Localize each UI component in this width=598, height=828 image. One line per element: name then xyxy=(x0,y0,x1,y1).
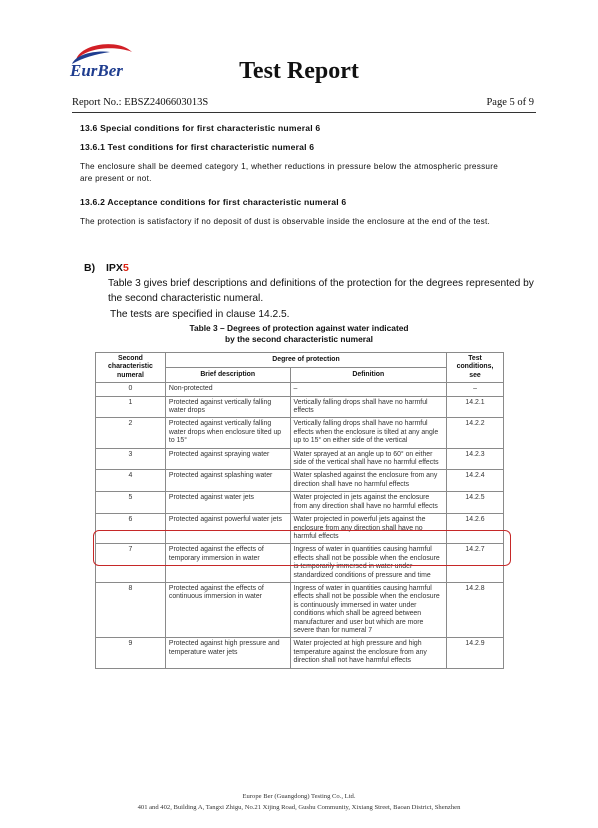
protection-table xyxy=(95,352,504,669)
numeral-cell: 3 xyxy=(96,448,166,470)
numeral-cell: 2 xyxy=(96,418,166,448)
brief-cell: Non-protected xyxy=(165,383,290,396)
ipx-prefix: IPX xyxy=(106,262,123,274)
numeral-cell: 7 xyxy=(96,544,166,583)
definition-cell: Water projected in jets against the enclosure from any direction shall have no harmful effects xyxy=(290,492,447,514)
test-cell: 14.2.6 xyxy=(447,514,504,544)
table-row xyxy=(96,396,504,418)
brief-cell: Protected against the effects of continuous immersion in water xyxy=(165,582,290,637)
numeral-cell: 8 xyxy=(96,582,166,637)
brief-cell: Protected against splashing water xyxy=(165,470,290,492)
numeral-cell: 0 xyxy=(96,383,166,396)
brief-cell: Protected against spraying water xyxy=(165,448,290,470)
definition-cell: Water splashed against the enclosure from any direction shall have no harmful effects xyxy=(290,470,447,492)
test-cell: 14.2.8 xyxy=(447,582,504,637)
numeral-cell: 9 xyxy=(96,638,166,668)
table-row xyxy=(96,448,504,470)
brief-cell: Protected against vertically falling water drops when enclosure tilted up to 15° xyxy=(165,418,290,448)
numeral-cell: 5 xyxy=(96,492,166,514)
col-numeral-header: Second characteristic numeral xyxy=(96,353,166,383)
definition-cell: Water projected at high pressure and high temperature against the enclosure from any direction shall not have harmful effects xyxy=(290,638,447,668)
definition-cell: Ingress of water in quantities causing harmful effects shall not be possible when the enclosure is temporarily immersed in water under standardized conditions of pressure and time xyxy=(290,544,447,583)
table-row xyxy=(96,418,504,448)
table-row xyxy=(96,470,504,492)
table-row xyxy=(96,582,504,637)
brief-cell: Protected against powerful water jets xyxy=(165,514,290,544)
brief-cell: Protected against the effects of temporary immersion in water xyxy=(165,544,290,583)
ipx-number: 5 xyxy=(122,262,129,274)
ipx-description: Table 3 gives brief descriptions and definitions of the protection for the degrees represented by the second characteristic numeral. xyxy=(108,278,534,304)
test-cell: – xyxy=(447,383,504,396)
test-cell: 14.2.9 xyxy=(447,638,504,668)
footer-company: Europe Ber (Guangdong) Testing Co., Ltd. xyxy=(242,793,356,800)
paragraph-acceptance: The protection is satisfactory if no deposit of dust is observable inside the enclosure at the end of the test. xyxy=(80,217,491,226)
test-cell: 14.2.1 xyxy=(447,396,504,418)
heading-13-6-2: 13.6.2 Acceptance conditions for first characteristic numeral 6 xyxy=(80,197,347,207)
brief-cell: Protected against vertically falling water drops xyxy=(165,396,290,418)
numeral-cell: 6 xyxy=(96,514,166,544)
table-row xyxy=(96,492,504,514)
heading-13-6: 13.6 Special conditions for first characteristic numeral 6 xyxy=(80,123,321,133)
page-number: Page 5 of 9 xyxy=(486,97,534,108)
numeral-cell: 4 xyxy=(96,470,166,492)
section-ipx-heading xyxy=(84,262,129,274)
highlight-row-5 xyxy=(93,530,511,566)
definition-cell: Ingress of water in quantities causing harmful effects shall not be possible when the enclosure is continuously immersed in water under conditions which shall be agreed between manufacturer and user but which are more severe than for numeral 7 xyxy=(290,582,447,637)
col-degree-header: Degree of protection xyxy=(165,353,446,368)
section-label: B) xyxy=(84,262,96,274)
definition-cell: Vertically falling drops shall have no harmful effects when the enclosure is tilted at any angle up to 15° on either side of the vertical xyxy=(290,418,447,448)
ipx-clause: The tests are specified in clause 14.2.5. xyxy=(110,309,290,320)
paragraph-test-conditions: The enclosure shall be deemed category 1, whether reductions in pressure below the atmospheric pressure are present or not. xyxy=(80,162,498,183)
heading-13-6-1: 13.6.1 Test conditions for first characteristic numeral 6 xyxy=(80,142,315,152)
test-cell: 14.2.5 xyxy=(447,492,504,514)
report-title: Test Report xyxy=(239,58,359,84)
test-cell: 14.2.3 xyxy=(447,448,504,470)
footer-address: 401 and 402, Building A, Tangxi Zhigu, No.21 Xijing Road, Gushu Community, Xixiang Street, Baoan District, Shenzhen xyxy=(137,804,461,811)
numeral-cell: 1 xyxy=(96,396,166,418)
col-tests-header: Test conditions, see xyxy=(447,353,504,383)
test-cell: 14.2.7 xyxy=(447,544,504,583)
test-cell: 14.2.2 xyxy=(447,418,504,448)
table-caption-line1: Table 3 – Degrees of protection against water indicated xyxy=(189,323,409,333)
logo-text: EurBer xyxy=(70,61,123,80)
table-caption-line2: by the second characteristic numeral xyxy=(224,334,373,344)
definition-cell: Water projected in powerful jets against the enclosure from any direction shall have no harmful effects xyxy=(290,514,447,544)
definition-cell: – xyxy=(290,383,447,396)
report-number: Report No.: EBSZ2406603013S xyxy=(72,97,209,108)
brief-cell: Protected against high pressure and temperature water jets xyxy=(165,638,290,668)
definition-cell: Water sprayed at an angle up to 60° on either side of the vertical shall have no harmful effects xyxy=(290,448,447,470)
brief-cell: Protected against water jets xyxy=(165,492,290,514)
table-row xyxy=(96,638,504,668)
table-row xyxy=(96,383,504,396)
header-divider xyxy=(72,112,536,113)
definition-cell: Vertically falling drops shall have no harmful effects xyxy=(290,396,447,418)
test-cell: 14.2.4 xyxy=(447,470,504,492)
col-brief-header: Brief description xyxy=(165,368,290,383)
col-definition-header: Definition xyxy=(290,368,447,383)
